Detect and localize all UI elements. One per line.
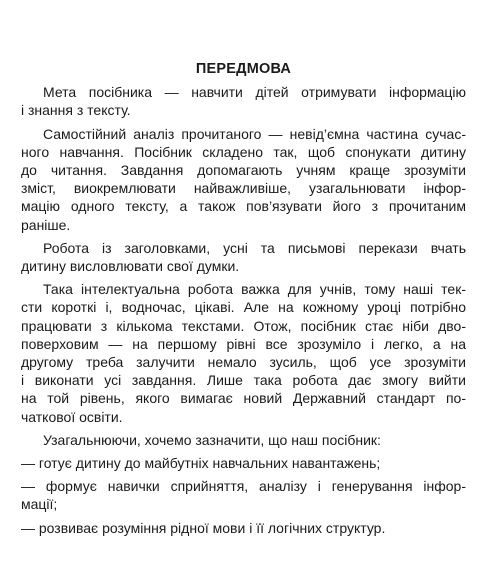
- paragraph-5: [21, 431, 466, 449]
- text-line: Мета посібника — навчити дітей отримувати інформацію: [43, 84, 466, 101]
- paragraph-3: [21, 239, 466, 275]
- paragraph-2: [21, 125, 466, 234]
- text-line: на той рівень, якого вимагає новий Державний стандарт по-: [21, 390, 466, 407]
- text-line: мації;: [21, 496, 58, 513]
- text-line: зміст, виокремлювати найважливіше, узагальнювати інфор-: [21, 180, 466, 197]
- text-line: Самостійний аналіз прочитаного — невід’ємна частина сучас-: [43, 125, 466, 142]
- text-line: дитину висловлювати свої думки.: [21, 258, 240, 275]
- text-line: Така інтелектуальна робота важка для учнів, тому наші тек-: [43, 281, 466, 298]
- text-line: Робота із заголовками, усні та письмові перекази вчать: [43, 239, 466, 256]
- text-line: поверховим — на першому рівні все зрозуміло і легко, а на: [21, 335, 466, 352]
- text-line: сти короткі і, водночас, цікаві. Але на кожному уроці потрібно: [21, 299, 466, 316]
- list-item-2: [21, 477, 466, 513]
- text-line: і виконати усі завдання. Лише така робота дає змогу вийти: [21, 372, 466, 389]
- text-line: другому треба залучити немало зусиль, щоб усе зрозуміти: [21, 354, 466, 371]
- list-item-3: [21, 519, 466, 537]
- text-line: до читання. Завдання допомагають учням краще зрозуміти: [21, 162, 466, 179]
- text-line: мацію одного тексту, а також пов’язувати його з прочитаним: [21, 198, 466, 215]
- text-line: працювати з кількома текстами. Отож, посібник стає ніби дво-: [21, 317, 466, 334]
- document-page: [21, 60, 466, 542]
- text-line: раніше.: [21, 216, 71, 233]
- list-item-1: [21, 454, 466, 472]
- text-line: чаткової освіти.: [21, 408, 123, 425]
- paragraph-4: [21, 280, 466, 426]
- text-line: Узагальнюючи, хочемо зазначити, що наш посібник:: [43, 431, 381, 448]
- text-line: ного навчання. Посібник складено так, щоб спонукати дитину: [21, 143, 466, 160]
- paragraph-1: [21, 83, 466, 119]
- page-title: ПЕРЕДМОВА: [195, 61, 292, 77]
- text-line: і знання з тексту.: [21, 102, 131, 119]
- text-line: — розвиває розуміння рідної мови і її логічних структур.: [21, 519, 386, 536]
- text-line: — формує навички сприйняття, аналізу і генерування інфор-: [21, 478, 466, 495]
- text-line: — готує дитину до майбутніх навчальних навантажень;: [21, 455, 381, 472]
